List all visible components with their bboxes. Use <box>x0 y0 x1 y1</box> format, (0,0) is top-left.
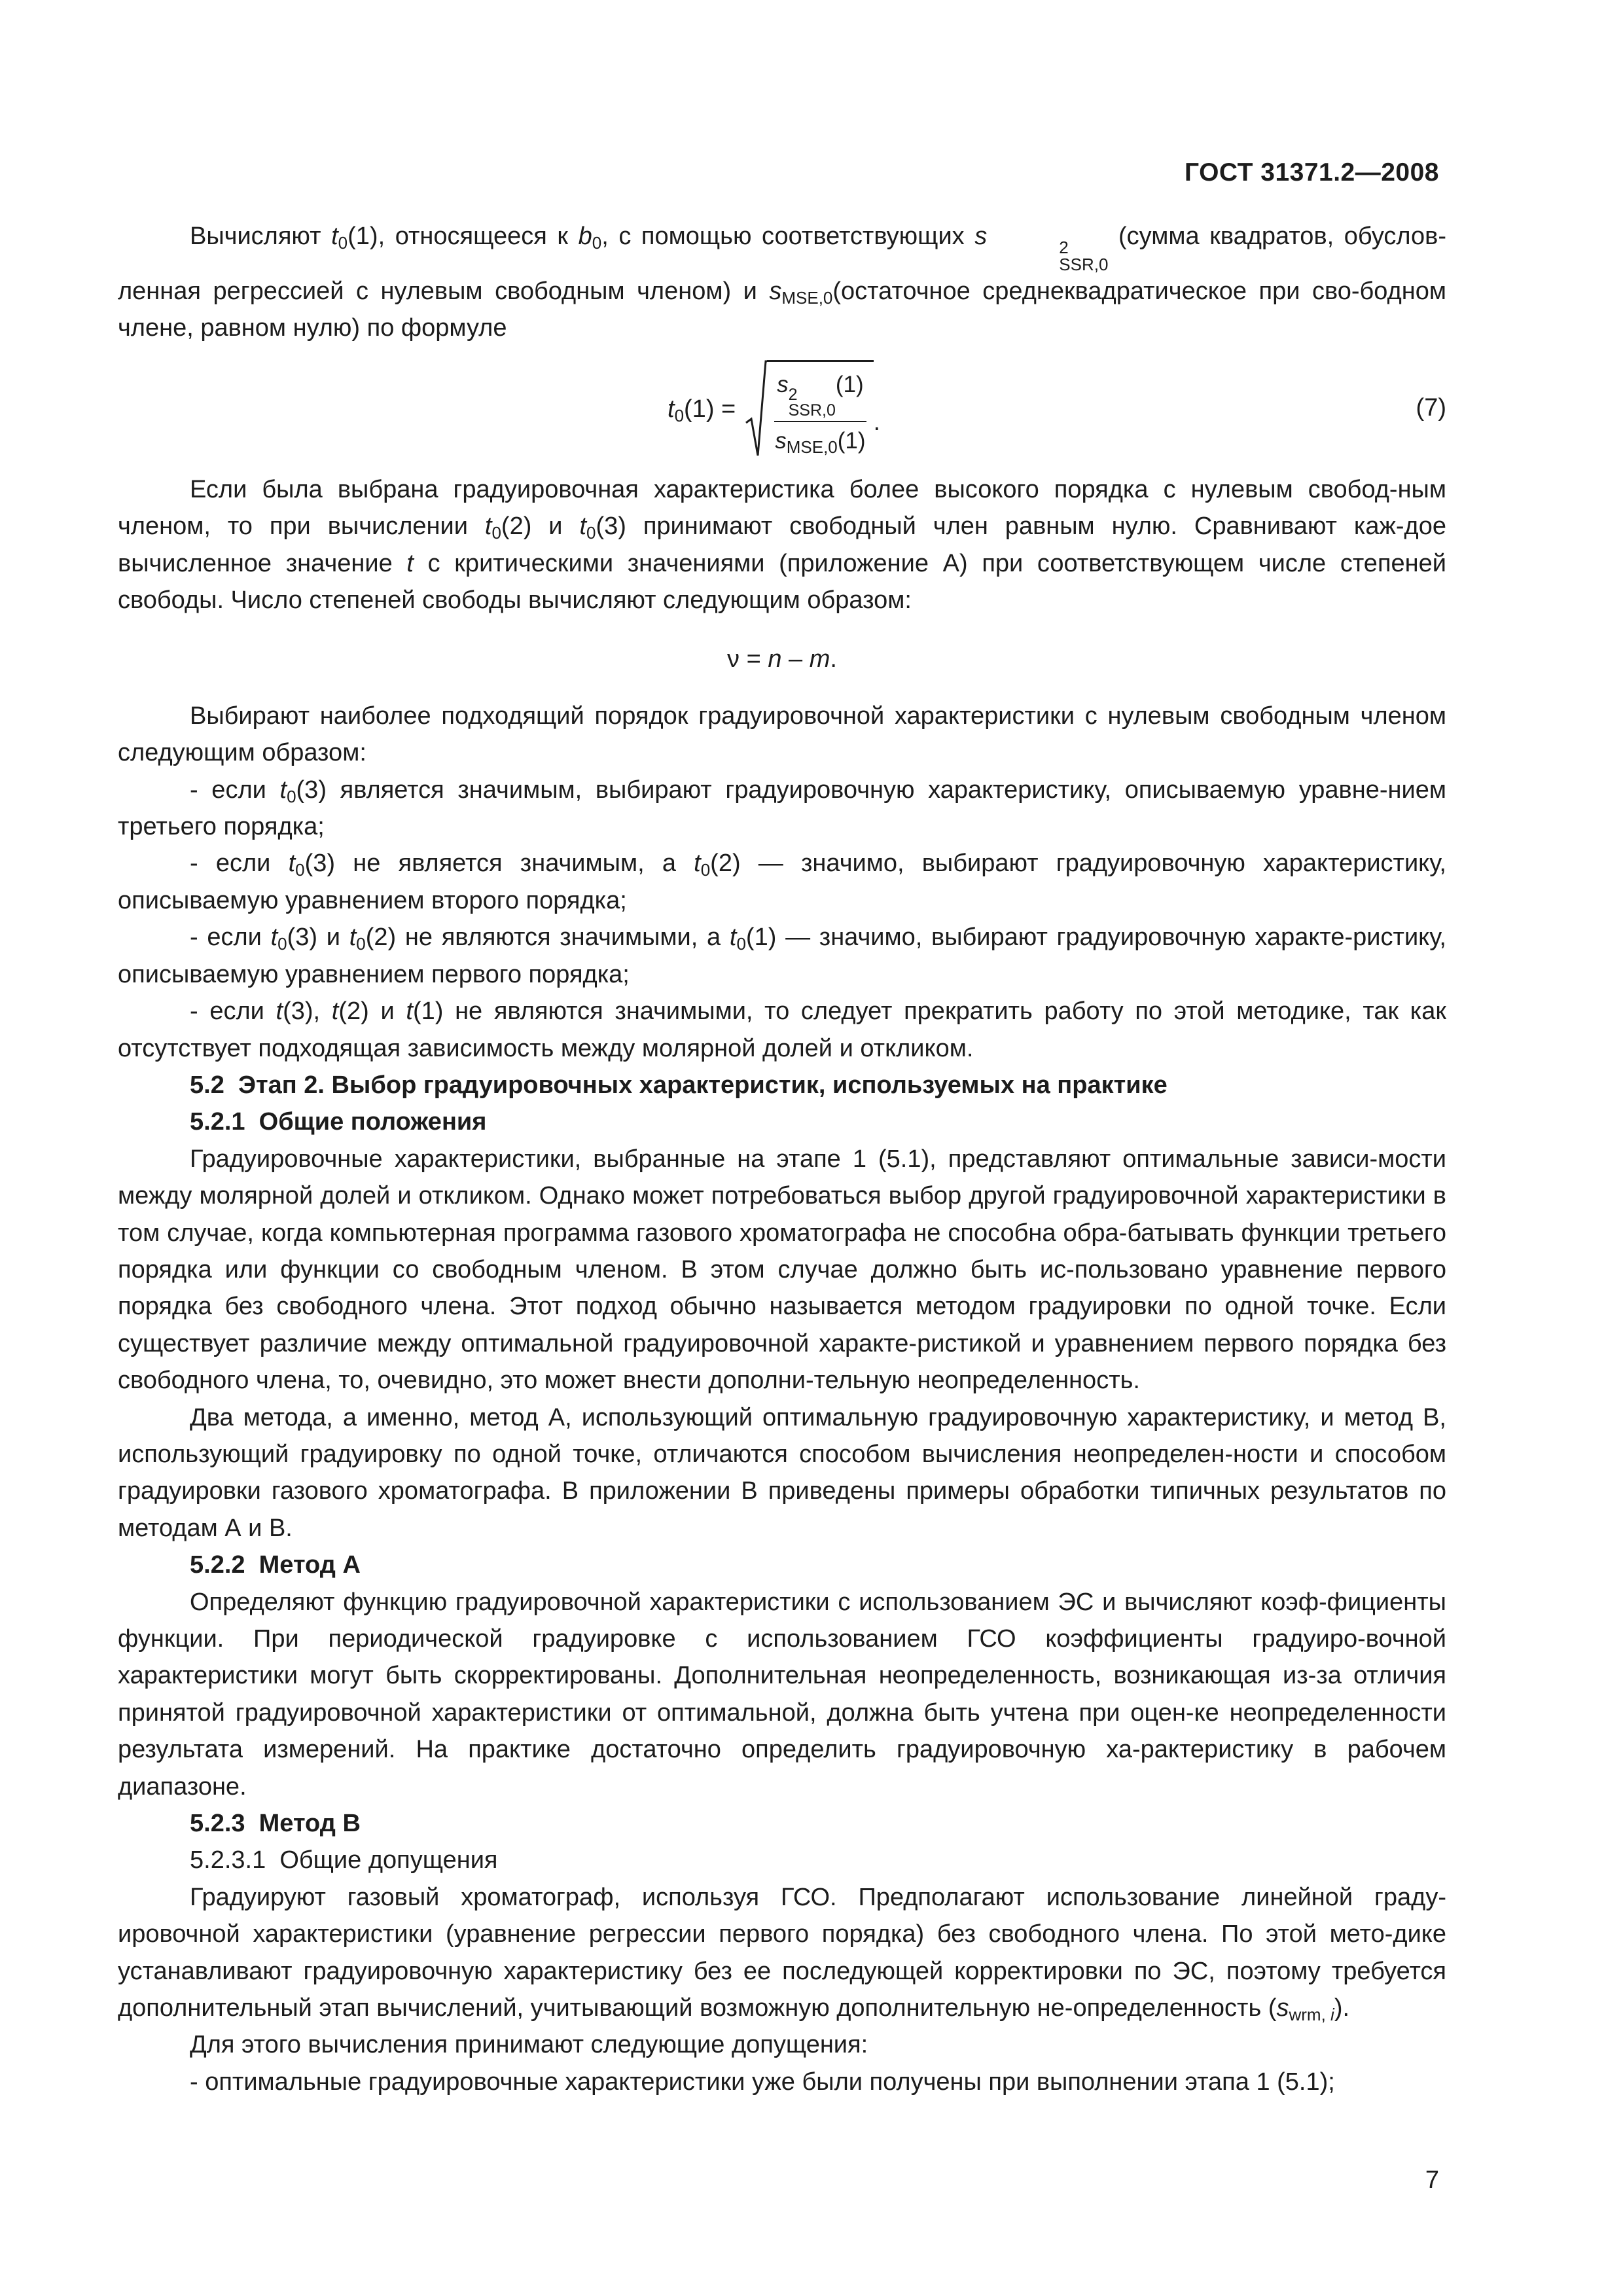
section-title: Общие допущения <box>279 1846 498 1874</box>
var-t: t <box>406 549 414 577</box>
subscript: MSE,0 <box>786 437 838 457</box>
page-number: 7 <box>1425 2166 1439 2194</box>
section-title: Метод В <box>259 1810 361 1838</box>
formula-lhs <box>668 391 736 427</box>
text-run: (2) не являются значимыми, а <box>365 924 730 952</box>
text-run: (3) не является значимым, а <box>304 850 694 878</box>
var-t: t <box>579 512 586 541</box>
radical-sign-icon <box>745 360 767 458</box>
section-title: Общие положения <box>259 1108 487 1136</box>
var-t: t <box>279 776 287 804</box>
text-run: (1) <box>837 427 866 454</box>
text-run: Градуируют газовый хроматограф, используя ГСО. Предполагают использование линейной граду-ировочной характеристики (уравнение регрессии первого порядка) без свободного члена. По этой мето-дике устанавливают градуировочную характеристику без ее последующей корректировки по ЭС, поэтому требуется дополнительный этап вычислений, учитывающий возможную дополнительную не-определенность ( <box>118 1883 1446 2022</box>
section-heading-5-2-3-1 <box>118 1842 1446 1878</box>
var-s: s <box>769 278 782 305</box>
text-run: (2) и <box>501 512 580 541</box>
text-run: с критическими значениями (приложение А) при соответствующем числе степеней свободы. Число степеней свободы вычисляют следующим образом: <box>118 549 1447 615</box>
subscript: 0 <box>586 523 596 543</box>
text-run: ). <box>1334 1994 1350 2022</box>
section-heading-5-2-2 <box>118 1547 1446 1583</box>
text-run: – <box>781 645 810 673</box>
fraction-denominator <box>772 422 868 457</box>
nu-equation <box>118 641 1446 677</box>
selection-paragraph: Выбирают наиболее подходящий порядок градуировочной характеристики с нулевым свободным членом следующим образом: <box>118 702 1446 767</box>
subscript: 0 <box>338 233 348 253</box>
subscript: 0 <box>277 934 287 954</box>
section-title: Этап 2. Выбор градуировочных характеристик, используемых на практике <box>238 1071 1168 1099</box>
subscript: 0 <box>356 934 366 954</box>
var-s: s <box>974 223 988 250</box>
var-t: t <box>331 223 338 250</box>
general-provisions-paragraph: Градуировочные характеристики, выбранные на этапе 1 (5.1), представляют оптимальные зависи-мости между молярной долей и откликом. Однако может потребоваться выбор другой градуировочной характеристики в том случае, когда компьютерная программа газового хроматографа не способна обра-батывать функции третьего порядка или функции со свободным членом. В этом случае должно быть ис-пользовано уравнение первого порядка без свободного члена. Этот подход обычно называется методом градуировки по одной точке. Если существует различие между оптимальной градуировочной характе-ристикой и уравнением первого порядка без свободного члена, то, очевидно, это может внести дополни-тельную неопределенность. <box>118 1145 1446 1395</box>
text-run: (2) — значимо, выбирают градуировочную характеристику, описываемую уравнением второго порядка; <box>118 850 1446 914</box>
standard-code-header: ГОСТ 31371.2—2008 <box>1184 158 1439 187</box>
list-item <box>118 772 1446 846</box>
list-item <box>118 919 1446 993</box>
var-t: t <box>349 924 357 952</box>
intro-paragraph <box>118 218 1446 347</box>
text-run: (3) принимают свободный член равным нулю. Сравнивают каж-дое вычисленное значение <box>118 512 1446 577</box>
var-i: i <box>1330 2005 1334 2025</box>
equation-number: (7) <box>1416 393 1446 422</box>
text-run: (1) — значимо, выбирают градуировочную характе-ристику, описываемую уравнением первого порядка; <box>118 924 1446 988</box>
section-number: 5.2.3 <box>190 1810 245 1838</box>
text-run: (сумма квадратов, обуслов-ленная регрессией с нулевым свободным членом) и <box>118 223 1446 305</box>
section-number: 5.2 <box>190 1071 224 1099</box>
text-run: (1) = <box>684 395 736 423</box>
subscript: 0 <box>491 523 501 543</box>
subscript <box>1289 2005 1334 2024</box>
section-number: 5.2.3.1 <box>190 1846 266 1874</box>
subscript: 0 <box>674 405 685 425</box>
text-run: Вычисляют <box>190 223 332 250</box>
formula-period: . <box>873 408 881 436</box>
var-t: t <box>484 512 492 541</box>
text-run: - если <box>190 850 289 878</box>
section-number: 5.2.2 <box>190 1551 245 1579</box>
text-run: (2) и <box>338 997 406 1026</box>
var-t: t <box>331 997 339 1026</box>
var-t: t <box>668 395 675 423</box>
list-item: - оптимальные градуировочные характеристики уже были получены при выполнении этапа 1 (5.1); <box>190 2068 1335 2096</box>
var-t: t <box>406 997 413 1026</box>
var-t: t <box>270 924 278 952</box>
var-t: t <box>276 997 283 1026</box>
subscript: 0 <box>700 860 711 880</box>
document-body <box>118 218 1446 2100</box>
var-t: t <box>288 850 296 878</box>
superscript: 2 <box>788 385 798 404</box>
var-t: t <box>729 924 737 952</box>
text-run: (остаточное среднеквадратическое при сво-бодном члене, равном нулю) по формуле <box>118 278 1446 342</box>
subscript: SSR,0 <box>1059 255 1109 274</box>
text-run: (3) является значимым, выбирают градуировочную характеристику, описываемую уравне-нием третьего порядка; <box>118 776 1446 841</box>
subscript: 0 <box>592 233 602 253</box>
subscript: 0 <box>287 786 296 806</box>
section-number: 5.2.1 <box>190 1108 245 1136</box>
text-run: - если <box>190 924 271 952</box>
var-s: s <box>775 427 787 454</box>
fraction <box>767 360 873 458</box>
square-root <box>745 360 873 458</box>
var-b: b <box>578 223 592 250</box>
methods-paragraph: Два метода, а именно, метод А, использующий оптимальную градуировочную характеристику, и метод В, использующий градуировку по одной точке, отличаются способом вычисления неопределен-ности и способом градуировки газового хроматографа. В приложении В приведены примеры обработки типичных результатов по методам А и В. <box>118 1403 1446 1542</box>
formula-expression <box>668 360 880 458</box>
var-m: m <box>809 645 830 673</box>
assumptions-intro: Для этого вычисления принимают следующие допущения: <box>190 2031 868 2059</box>
fraction-numerator <box>774 368 866 422</box>
var-s: s <box>777 371 789 397</box>
subscript: MSE,0 <box>781 288 833 308</box>
list-item <box>118 993 1446 1067</box>
text-run: , с помощью соответствующих <box>601 223 975 250</box>
degrees-of-freedom-paragraph <box>118 471 1446 619</box>
section-heading-5-2-1 <box>118 1103 1446 1140</box>
var-t: t <box>694 850 701 878</box>
var-n: n <box>768 645 782 673</box>
text-run: ν = <box>727 645 768 673</box>
section-title: Метод А <box>259 1551 361 1579</box>
subscript: SSR,0 <box>788 401 836 420</box>
var-s: s <box>1276 1994 1289 2022</box>
list-item <box>118 845 1446 919</box>
text-run: Если была выбрана градуировочная характеристика более высокого порядка с нулевым свобод-ным членом, то при вычислении <box>118 475 1446 541</box>
text-run: (3), <box>283 997 332 1026</box>
subscript: 0 <box>295 860 305 880</box>
section-heading-5-2 <box>118 1067 1446 1103</box>
text-run: (3) и <box>287 924 349 952</box>
text-run: (1) не являются значимыми, то следует прекратить работу по этой методике, так как отсутствует подходящая зависимость между молярной долей и откликом. <box>118 997 1447 1062</box>
method-b-paragraph <box>118 1879 1446 2027</box>
text-run: - если <box>190 776 280 804</box>
superscript: 2 <box>1059 238 1069 257</box>
text-run: (1) <box>835 371 864 397</box>
text-run: - если <box>190 997 276 1026</box>
formula-7 <box>118 360 1446 458</box>
method-a-paragraph: Определяют функцию градуировочной характеристики с использованием ЭС и вычисляют коэф-фициенты функции. При периодической градуировке с использованием ГСО коэффициенты градуиро-вочной характеристики могут быть скорректированы. Дополнительная неопределенность, возникающая из-за отличия принятой градуировочной характеристики от оптимальной, должна быть учтена при оцен-ке неопределенности результата измерений. На практике достаточно определить градуировочную ха-рактеристику в рабочем диапазоне. <box>118 1588 1446 1801</box>
subscript-text: wrm, <box>1289 2005 1331 2025</box>
subscript: 0 <box>736 934 746 954</box>
section-heading-5-2-3 <box>118 1805 1446 1842</box>
text-run: . <box>830 645 837 673</box>
text-run: (1), относящееся к <box>348 223 579 250</box>
